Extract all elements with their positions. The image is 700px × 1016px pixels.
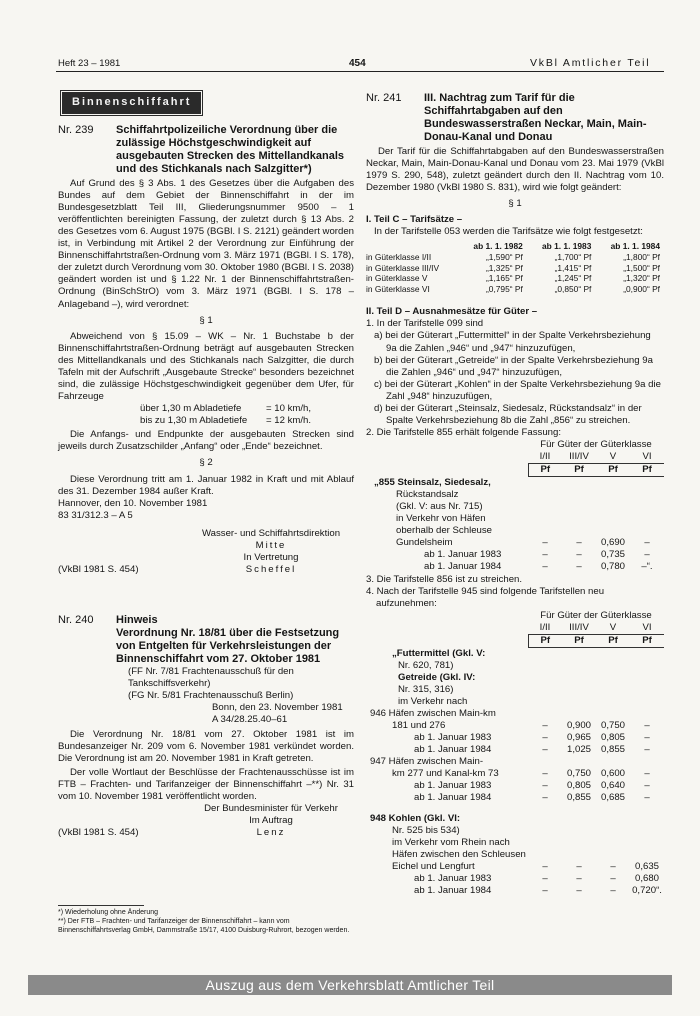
- rate-date-header: ab 1. 1. 1982: [473, 241, 523, 252]
- order-241-heading: [366, 92, 664, 144]
- unit-cell: Pf: [528, 464, 562, 477]
- source-reference: (VkBl 1981 S. 454): [58, 827, 139, 839]
- left-column: [58, 86, 354, 839]
- paragraph-heading: § 1: [508, 198, 522, 210]
- table-row: Gundelsheim – – 0,690 –: [366, 537, 664, 549]
- order-number: Nr. 241: [366, 92, 402, 104]
- tariff-entry-line: im Verkehr nach: [398, 695, 468, 707]
- tariff-946-948-table: [366, 610, 664, 897]
- table-row: in Güterklasse III/IV „1,325“ Pf „1,415“ Pf „1,500“ Pf: [366, 262, 660, 273]
- list-item: a) bei der Güterart „Futtermittel“ in der Spalte Verkehrsbeziehung 9a die Zahlen „946“ und „947“ hinzuzufügen,: [374, 330, 651, 354]
- tariff-entry-title: Getreide (Gkl. IV:: [398, 671, 476, 683]
- footnotes: [58, 909, 354, 935]
- part-d-item: 1. In der Tarifstelle 099 sind: [366, 318, 484, 330]
- order-240-fg: (FG Nr. 5/81 Frachtenausschuß Berlin): [128, 690, 294, 702]
- order-241-intro: Der Tarif für die Schiffahrtabgaben auf den Bundeswasserstraßen Neckar, Main, Main-Donau-Kanal und Donau vom 23. Mai 1979 (VkBl 1979 S. 290, 548), zuletzt geändert durch den II. Nachtrag vom 10. Dezember 1980 (VkBl 1980 S. 831), wird wie folgt geändert:: [366, 145, 664, 194]
- tariff-rates-table: [366, 241, 664, 294]
- part-d-item: 4. Nach der Tarifstelle 945 sind folgende Tarifstellen neu aufzunehmen:: [366, 585, 605, 609]
- header-rule: [56, 71, 664, 72]
- table-row: ab 1. Januar 1983 – 0,805 0,640 –: [414, 780, 650, 792]
- class-column: III/IV: [569, 451, 589, 463]
- part-d-heading: II. Teil D – Ausnahmesätze für Güter –: [366, 306, 538, 318]
- unit-cell: Pf: [596, 634, 630, 647]
- source-reference: (VkBl 1981 S. 454): [58, 564, 139, 576]
- reference-number: A 34/28.25.40–61: [212, 714, 288, 726]
- tariff-entry-line: 181 und 276: [392, 719, 446, 731]
- part-c-heading: I. Teil C – Tarifsätze –: [366, 214, 463, 226]
- part-d-item: 2. Die Tarifstelle 855 erhält folgende Fassung:: [366, 427, 562, 439]
- class-column: V: [609, 451, 617, 463]
- table-row: in Güterklasse V „1,165“ Pf „1,245“ Pf „1,320“ Pf: [366, 273, 660, 284]
- paragraph-heading: § 2: [199, 457, 213, 469]
- class-column: I/II: [539, 451, 551, 463]
- section-banner: Binnenschiffahrt: [62, 92, 201, 114]
- reference-number: 83 31/312.3 – A 5: [58, 509, 133, 521]
- tariff-entry-title: „Futtermittel (Gkl. V:: [392, 647, 486, 659]
- speed-limit-row: [140, 415, 354, 427]
- class-column: I/II: [539, 621, 551, 633]
- class-column: VI: [642, 621, 652, 633]
- tariff-entry-line: Nr. 315, 316): [398, 683, 454, 695]
- speed-value: = 12 km/h.: [266, 415, 312, 427]
- place-date: Hannover, den 10. November 1981: [58, 497, 208, 509]
- unit-cell: Pf: [562, 464, 596, 477]
- list-item: c) bei der Güterart „Kohlen“ in der Spalte Verkehrsbeziehung 9a die Zahl „948“ hinzuzufügen,: [374, 378, 661, 402]
- tariff-entry-title: „855 Steinsalz, Siedesalz,: [374, 476, 491, 488]
- list-item: d) bei der Güterart „Steinsalz, Siedesalz, Rückstandsalz“ in der Spalte Verkehrsbeziehung 8b die Zahl „856“ zu streichen.: [374, 402, 642, 427]
- signature-name: Scheffel: [245, 564, 297, 576]
- tariff-entry-title: 948 Kohlen (Gkl. VI:: [370, 812, 461, 824]
- draught-label: bis zu 1,30 m Abladetiefe: [140, 415, 248, 427]
- order-240-title: Verordnung Nr. 18/81 über die Festsetzung von Entgelten für Verkehrsleistungen der Binnenschiffahrt vom 27. Oktober 1981: [116, 627, 340, 666]
- tariff-entry-line: im Verkehr vom Rhein nach: [392, 836, 510, 848]
- tariff-entry-line: Gundelsheim: [396, 537, 453, 549]
- order-239-paragraph-2: Diese Verordnung tritt am 1. Januar 1982 in Kraft und mit Ablauf des 31. Dezember 1984 außer Kraft.: [58, 473, 354, 497]
- table-row: ab 1. Januar 1984 – 1,025 0,855 –: [414, 744, 650, 756]
- table-row: ab 1. Januar 1984 – – – 0,720“.: [414, 884, 662, 896]
- unit-cell: Pf: [528, 634, 562, 647]
- class-column: VI: [642, 451, 652, 463]
- table-row: Eichel und Lengfurt – – – 0,635: [366, 861, 664, 873]
- draught-label: über 1,30 m Abladetiefe: [140, 403, 242, 415]
- order-239-intro: Auf Grund des § 3 Abs. 1 des Gesetzes über die Aufgaben des Bundes auf dem Gebiet der Binnenschiffahrt in der im Bundesgesetzblatt Teil III, Gliederungsnummer 9500 – 1 veröffentlichten bereinigten Fassung, der zuletzt durch § 13 Abs. 2 des Gesetzes vom 6. August 1975 (BGBl. I S. 2121) geändert worden ist, in Verbindung mit Artikel 2 der Verordnung zur Einführung der Binnenschiffahrtstraßen-Ordnung vom 3. März 1971 (BGBl. I S. 178), der zuletzt durch Verordnung vom 30. Oktober 1980 (BGBl. I S. 2038) geändert worden ist und § 1.22 Nr. 1 der Binnenschiffahrtstraßen-Ordnung (BinSchStrO) vom 3. März 1971 (BGBl. I S. 178 – Anlageband –), wird verordnet:: [58, 177, 354, 310]
- tariff-entry-line: oberhalb der Schleuse: [396, 525, 493, 537]
- order-title: III. Nachtrag zum Tarif für die Schiffahrtabgaben auf den Bundeswasserstraßen Neckar, Main, Main-Donau-Kanal und Donau: [424, 92, 647, 143]
- speed-value: = 10 km/h,: [266, 403, 312, 415]
- rate-date-header: ab 1. 1. 1984: [610, 241, 660, 252]
- part-d-item: 3. Die Tarifstelle 856 ist zu streichen.: [366, 573, 523, 585]
- footnote: **) Der FTB – Frachten- und Tarifanzeiger der Binnenschiffahrt – kann vom Binnenschiffahrtsverlag GmbH, Dammstraße 15/17, 4100 Duisburg-Ruhrort, bezogen werden.: [58, 917, 350, 934]
- order-kind: Hinweis: [116, 614, 158, 627]
- tariff-entry-line: (Gkl. V: aus Nr. 715): [396, 501, 483, 513]
- tariff-entry-line: km 277 und Kanal-km 73: [392, 768, 499, 780]
- right-column: [366, 86, 664, 897]
- table-row: ab 1. Januar 1983 – 0,965 0,805 –: [414, 732, 650, 744]
- order-239-heading: [58, 124, 354, 176]
- footer-banner: Auszug aus dem Verkehrsblatt Amtlicher Teil: [28, 975, 672, 995]
- part-d-sublist: [374, 330, 664, 427]
- order-240-heading: [58, 614, 354, 627]
- part-c-text: In der Tarifstelle 053 werden die Tarifsätze wie folgt festgesetzt:: [374, 226, 643, 238]
- tariff-entry-line: Häfen zwischen den Schleusen: [392, 848, 526, 860]
- signature-role: Im Auftrag: [249, 815, 293, 827]
- table-row: ab 1. Januar 1984 – – 0,780 –“.: [424, 561, 653, 573]
- footnote: *) Wiederholung ohne Änderung: [58, 909, 159, 916]
- table-row: ab 1. Januar 1983 – – 0,735 –: [424, 549, 650, 561]
- tariff-entry-line: Eichel und Lengfurt: [392, 860, 475, 872]
- unit-cell: Pf: [630, 634, 664, 647]
- class-header: Für Güter der Güterklasse: [540, 439, 652, 451]
- order-number: Nr. 239: [58, 123, 94, 136]
- unit-cell: Pf: [630, 464, 664, 477]
- order-239-paragraph-1: Abweichend von § 15.09 – WK – Nr. 1 Buchstabe b der Binnenschiffahrtstraßen-Ordnung beträgt auf ausgebauten Strecken des Mittellandkanals und des Stichkanals nach Salzgitter, die durch Tafeln mit der Aufschrift „Ausgebaute Strecke“ besonders bezeichnet sind, die zulässige Höchstgeschwindigkeit gegenüber dem Ufer, für Fahrzeuge: [58, 330, 354, 403]
- signature-authority: Wasser- und Schiffahrtsdirektion: [201, 527, 341, 539]
- unit-cell: Pf: [562, 634, 596, 647]
- signature-authority: Der Bundesminister für Verkehr: [204, 802, 338, 814]
- tariff-entry-line: Nr. 525 bis 534): [392, 824, 460, 836]
- order-240-text-2: Der volle Wortlaut der Beschlüsse der Frachtenausschüsse ist im FTB – Frachten- und Tarifanzeiger der Binnenschiffahrt –**) Nr. 31 vom 10. November 1981 veröffentlicht worden.: [58, 766, 354, 802]
- tariff-entry-title: 947 Häfen zwischen Main-: [370, 756, 484, 768]
- table-row: in Güterklasse I/II „1,590“ Pf „1,700“ Pf „1,800“ Pf: [366, 252, 660, 262]
- order-title: Schiffahrtpolizeiliche Verordnung über die zulässige Höchstgeschwindigkeit auf ausgebauten Strecken des Mittellandkanals und des Stichkanals nach Salzgitter*): [116, 123, 345, 175]
- table-row: ab 1. Januar 1984 – 0,855 0,685 –: [414, 792, 650, 804]
- table-row: in Güterklasse VI „0,795“ Pf „0,850“ Pf „0,900“ Pf: [366, 283, 660, 294]
- class-header: Für Güter der Güterklasse: [540, 609, 652, 621]
- issue-label: Heft 23 – 1981: [58, 58, 121, 69]
- list-item: b) bei der Güterart „Getreide“ in der Spalte Verkehrsbeziehung 9a die Zahlen „946“ und „947“ hinzuzufügen,: [374, 354, 653, 378]
- tariff-entry-line: in Verkehr von Häfen: [396, 513, 486, 525]
- paragraph-heading: § 1: [199, 314, 213, 326]
- tariff-entry-line: Rückstandsalz: [396, 488, 459, 500]
- order-240-text-1: Die Verordnung Nr. 18/81 vom 27. Oktober 1981 ist im Bundesanzeiger Nr. 209 vom 6. November 1981 verkündet worden. Die Verordnung ist am 20. November 1981 in Kraft getreten.: [58, 728, 354, 764]
- class-column: III/IV: [569, 621, 589, 633]
- class-column: V: [609, 621, 617, 633]
- tariff-entry-line: Nr. 620, 781): [398, 659, 454, 671]
- rate-date-header: ab 1. 1. 1983: [542, 241, 592, 252]
- journal-label: VkBl Amtlicher Teil: [530, 57, 651, 69]
- place-date: Bonn, den 23. November 1981: [212, 702, 343, 714]
- unit-cell: Pf: [596, 464, 630, 477]
- signature-name: Lenz: [256, 827, 286, 839]
- order-239-paragraph-1-end: Die Anfangs- und Endpunkte der ausgebauten Strecken sind jeweils durch Zusatzschilder „Anfang“ oder „Ende“ bezeichnet.: [58, 429, 354, 453]
- table-row: ab 1. Januar 1983 – – – 0,680: [414, 872, 659, 884]
- page-number: 454: [349, 58, 366, 69]
- order-240-ff: (FF Nr. 7/81 Frachtenausschuß für den Tankschiffsverkehr): [128, 666, 294, 690]
- tariff-entry-title: 946 Häfen zwischen Main-km: [370, 707, 496, 719]
- order-number: Nr. 240: [58, 614, 94, 627]
- signature-authority-region: Mitte: [255, 539, 287, 551]
- speed-limit-row: [140, 403, 354, 415]
- table-row: 181 und 276 – 0,900 0,750 –: [366, 720, 664, 732]
- tariff-855-table: [366, 439, 664, 573]
- signature-role: In Vertretung: [243, 552, 299, 563]
- footnote-rule: [58, 905, 144, 906]
- table-row: km 277 und Kanal-km 73 – 0,750 0,600 –: [366, 768, 664, 780]
